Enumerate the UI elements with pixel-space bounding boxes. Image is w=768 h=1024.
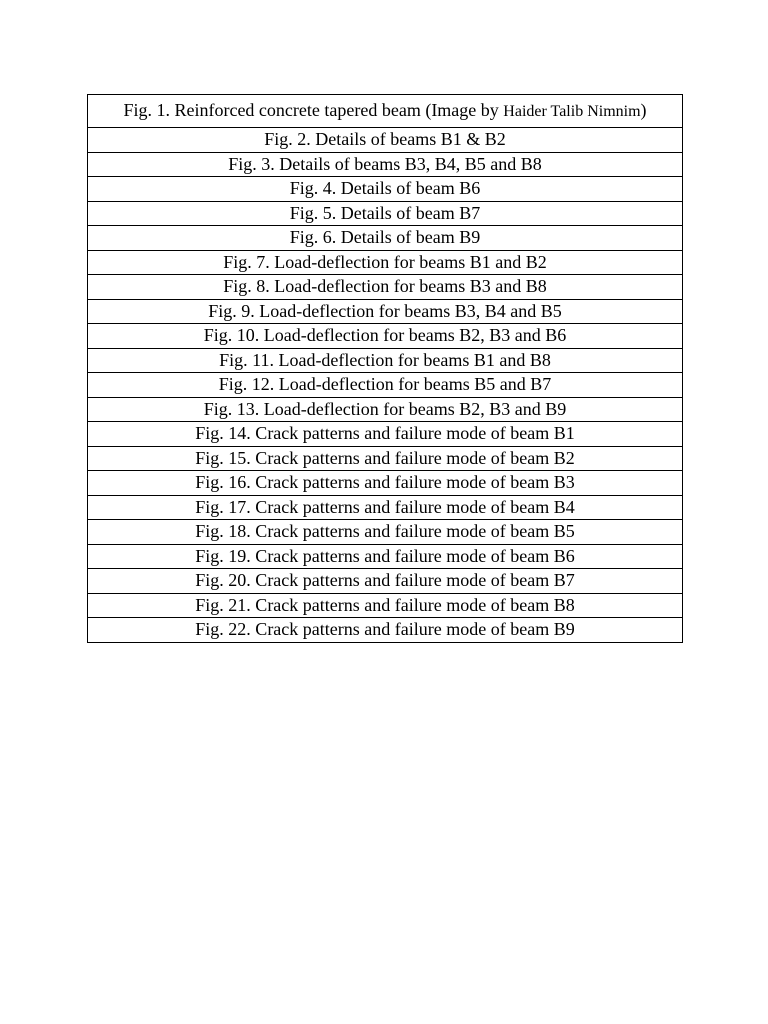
figure-caption-cell: Fig. 21. Crack patterns and failure mode of beam B8	[88, 593, 683, 618]
figure-row	[88, 348, 683, 373]
figure-row	[88, 422, 683, 447]
figure-caption-cell: Fig. 6. Details of beam B9	[88, 226, 683, 251]
figure-row	[88, 373, 683, 398]
figure-caption-cell	[88, 95, 683, 128]
figure-caption-cell: Fig. 3. Details of beams B3, B4, B5 and B8	[88, 152, 683, 177]
figure-caption-cell: Fig. 15. Crack patterns and failure mode of beam B2	[88, 446, 683, 471]
figure-caption-cell: Fig. 11. Load-deflection for beams B1 and B8	[88, 348, 683, 373]
figure-row	[88, 152, 683, 177]
figure-row	[88, 397, 683, 422]
figure-row	[88, 95, 683, 128]
figure-row	[88, 593, 683, 618]
figure-row	[88, 446, 683, 471]
figure-row	[88, 128, 683, 153]
figure-caption-cell: Fig. 5. Details of beam B7	[88, 201, 683, 226]
figure-caption-cell: Fig. 12. Load-deflection for beams B5 and B7	[88, 373, 683, 398]
figure-row	[88, 201, 683, 226]
figure-row	[88, 569, 683, 594]
figure-caption-cell: Fig. 16. Crack patterns and failure mode of beam B3	[88, 471, 683, 496]
figure-row	[88, 250, 683, 275]
figure-caption-cell: Fig. 22. Crack patterns and failure mode of beam B9	[88, 618, 683, 643]
figure-caption-cell: Fig. 10. Load-deflection for beams B2, B3 and B6	[88, 324, 683, 349]
figure-row	[88, 618, 683, 643]
figure-row	[88, 544, 683, 569]
figure-row	[88, 226, 683, 251]
figure-caption-cell: Fig. 13. Load-deflection for beams B2, B3 and B9	[88, 397, 683, 422]
figure-row	[88, 177, 683, 202]
figure-caption-text: Fig. 1. Reinforced concrete tapered beam (Image by	[123, 100, 504, 120]
figure-caption-cell: Fig. 18. Crack patterns and failure mode of beam B5	[88, 520, 683, 545]
figure-caption-close: )	[640, 100, 647, 120]
figure-caption-cell: Fig. 20. Crack patterns and failure mode of beam B7	[88, 569, 683, 594]
figure-list-table	[87, 94, 683, 643]
image-credit: Haider Talib Nimnim	[503, 103, 641, 120]
figure-row	[88, 495, 683, 520]
figure-caption-cell: Fig. 9. Load-deflection for beams B3, B4 and B5	[88, 299, 683, 324]
figure-caption-cell: Fig. 7. Load-deflection for beams B1 and B2	[88, 250, 683, 275]
figure-caption-cell: Fig. 19. Crack patterns and failure mode of beam B6	[88, 544, 683, 569]
figure-caption-cell: Fig. 14. Crack patterns and failure mode of beam B1	[88, 422, 683, 447]
figure-list-body	[88, 95, 683, 643]
figure-caption-cell: Fig. 4. Details of beam B6	[88, 177, 683, 202]
figure-row	[88, 520, 683, 545]
figure-caption-cell: Fig. 2. Details of beams B1 & B2	[88, 128, 683, 153]
figure-caption-cell: Fig. 17. Crack patterns and failure mode of beam B4	[88, 495, 683, 520]
figure-row	[88, 275, 683, 300]
figure-row	[88, 299, 683, 324]
figure-caption-cell: Fig. 8. Load-deflection for beams B3 and B8	[88, 275, 683, 300]
figure-row	[88, 471, 683, 496]
figure-row	[88, 324, 683, 349]
